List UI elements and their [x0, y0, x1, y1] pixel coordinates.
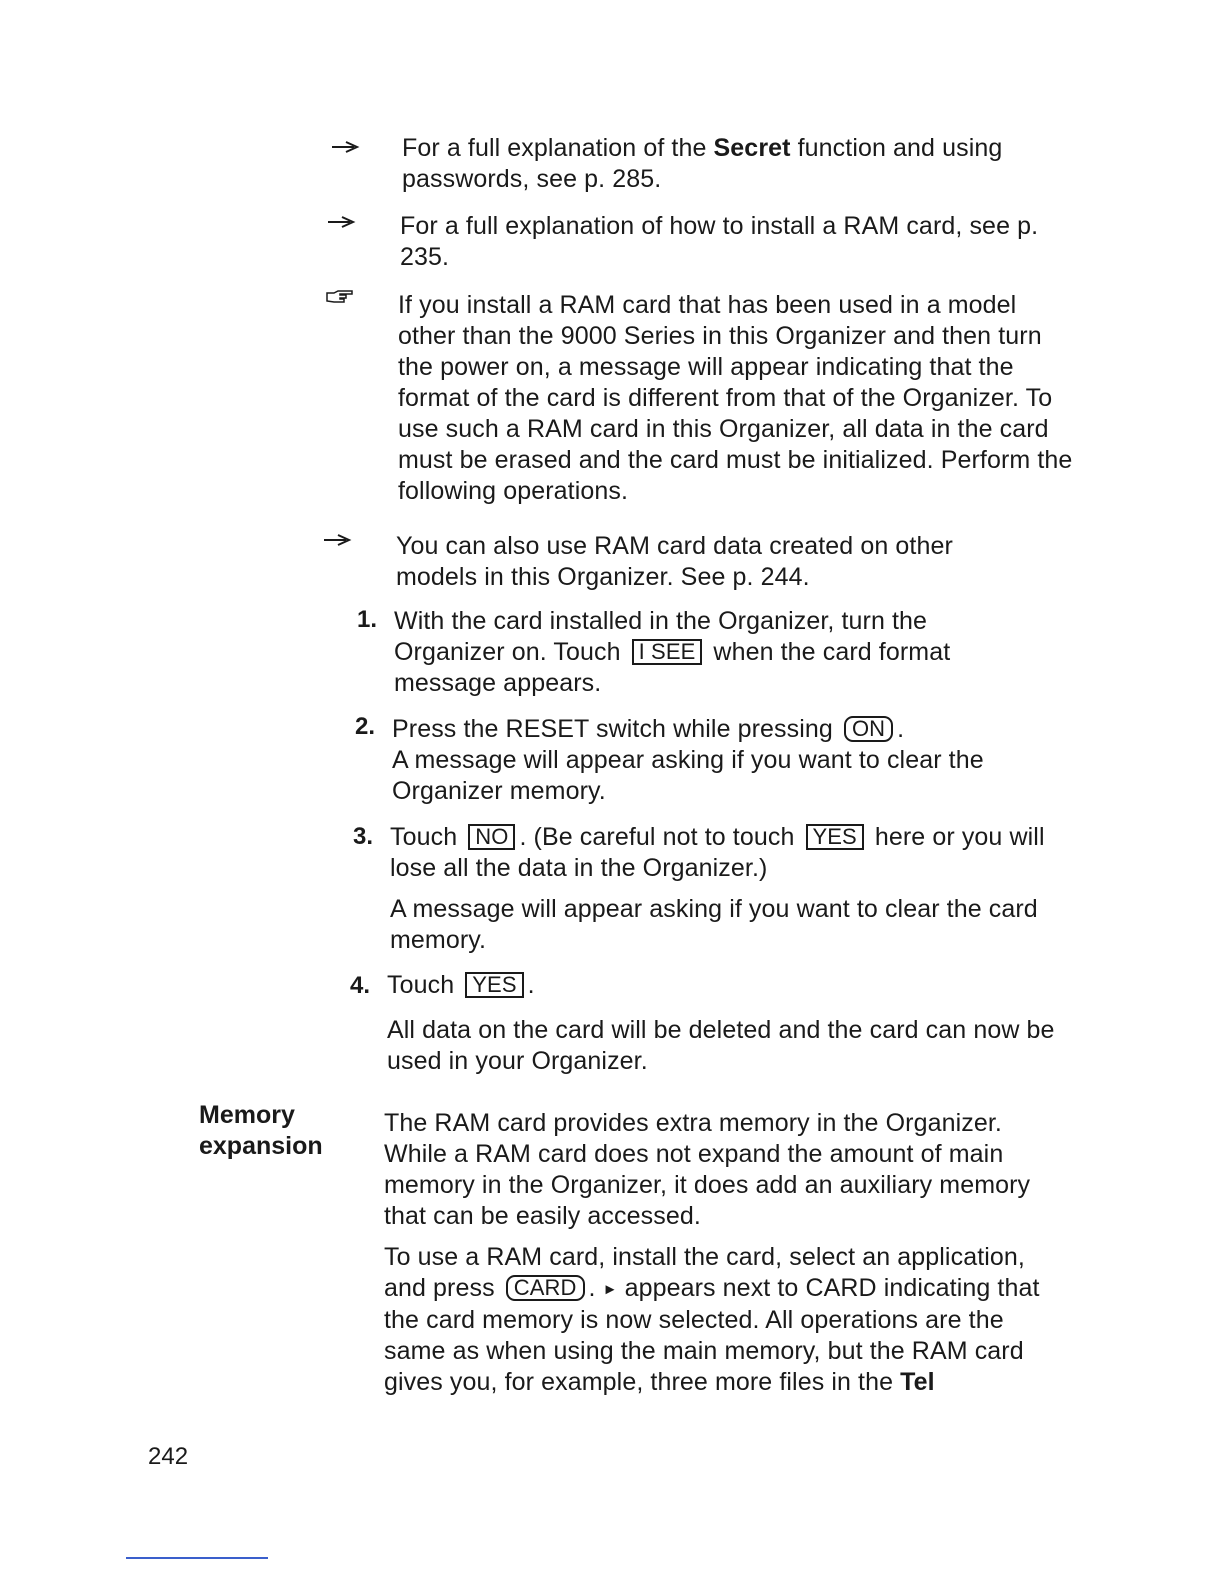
yes-key: YES	[465, 972, 523, 998]
pointing-hand-icon	[326, 282, 354, 313]
note-secret: For a full explanation of the Secret function and using passwords, see p. 285.	[402, 134, 1003, 193]
step-number: 4.	[350, 972, 371, 999]
triangle-indicator-icon: ►	[602, 1281, 618, 1298]
step-4: Touch YES . All data on the card will be deleted and the card can now be used in your Organizer.	[387, 971, 1055, 1075]
card-key: CARD	[506, 1275, 585, 1301]
yes-key: YES	[806, 824, 864, 850]
arrow-icon	[322, 523, 352, 554]
section-heading: Memory expansion	[199, 1101, 323, 1160]
note-install: For a full explanation of how to install a RAM card, see p. 235.	[400, 212, 1039, 271]
no-key: NO	[468, 824, 515, 850]
step-number: 2.	[355, 713, 376, 740]
step-number: 1.	[357, 606, 378, 633]
arrow-icon	[330, 130, 360, 161]
step-number: 3.	[353, 823, 374, 850]
bottom-rule	[126, 1557, 268, 1559]
step-3: Touch NO . (Be careful not to touch YES here or you will lose all the data in the Organizer.) A message will appear asking if you want to clear the card memory.	[390, 823, 1045, 954]
page-number: 242	[148, 1443, 189, 1470]
step-1: With the card installed in the Organizer, turn the Organizer on. Touch I SEE when the card format message appears.	[394, 607, 951, 697]
memory-expansion-body	[384, 1108, 1044, 1398]
memory-para-1: The RAM card provides extra memory in the Organizer. While a RAM card does not expand the amount of main memory in the Organizer, it does add an auxiliary memory that can be easily accessed.	[384, 1109, 1031, 1230]
note-format-warning: If you install a RAM card that has been used in a model other than the 9000 Series in this Organizer and then turn the power on, a message will appear indicating that the format of the card is different from that of the Organizer. To use such a RAM card in this Organizer, all data in the card must be erased and the card must be initialized. Perform the following operations.	[398, 291, 1073, 505]
memory-para-2: To use a RAM card, install the card, select an application, and press CARD . ► appears next to CARD indicating that the card memory is now selected. All operations are the same as when using the main memory, but the RAM card gives you, for example, three more files in the Tel	[384, 1243, 1040, 1396]
i-see-key: I SEE	[632, 639, 703, 665]
tel-term: Tel	[900, 1368, 935, 1396]
step-2: Press the RESET switch while pressing ON . A message will appear asking if you want to clear the Organizer memory.	[392, 715, 984, 805]
arrow-icon	[326, 205, 356, 236]
secret-term: Secret	[713, 134, 791, 162]
note-other-models: You can also use RAM card data created on other models in this Organizer. See p. 244.	[396, 532, 953, 591]
on-key: ON	[844, 716, 893, 742]
